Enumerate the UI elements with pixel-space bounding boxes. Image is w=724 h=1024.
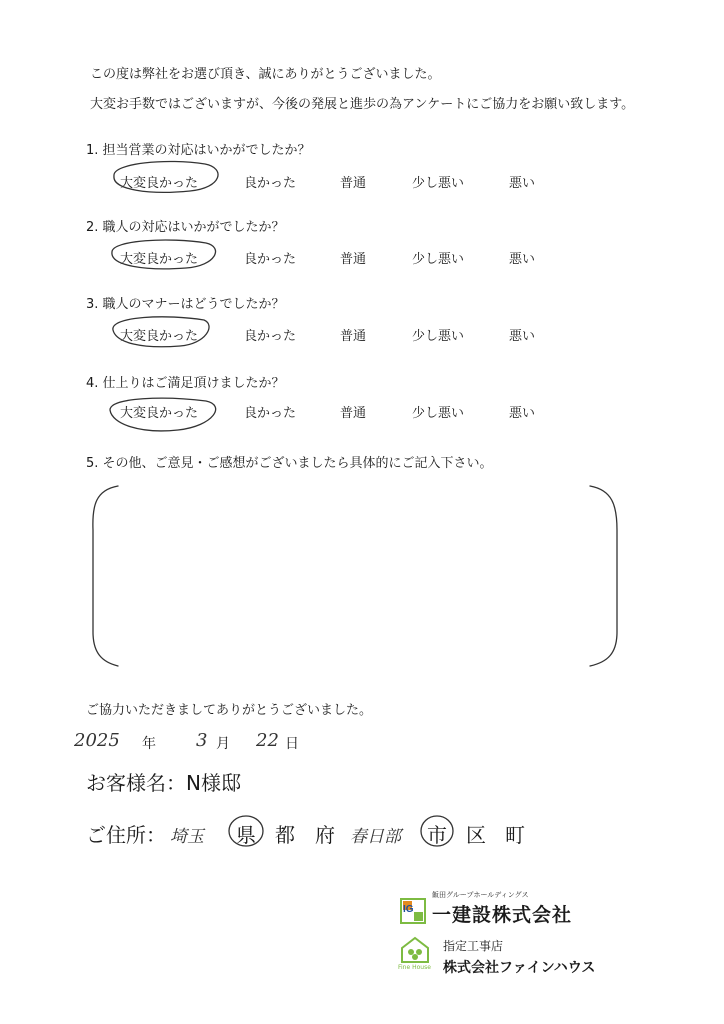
thanks-text: ご協力いただきましてありがとうございました。 xyxy=(86,703,373,718)
option-good[interactable]: 良かった xyxy=(244,329,297,344)
selection-circle-q4 xyxy=(110,398,216,431)
intro-line-1: この度は弊社をお選び頂き、誠にありがとうございました。 xyxy=(90,67,441,82)
option-good[interactable]: 良かった xyxy=(244,406,297,421)
address-ku: 区 xyxy=(466,823,486,847)
option-slightly-bad[interactable]: 少し悪い xyxy=(412,252,465,267)
selection-circle-q3 xyxy=(113,317,209,347)
intro-line-2: 大変お手数ではございますが、今後の発展と進歩の為アンケートにご協力をお願い致します。 xyxy=(90,97,635,112)
option-bad[interactable]: 悪い xyxy=(509,176,536,191)
comment-bracket-left xyxy=(93,486,118,666)
address-city: 春日部 xyxy=(350,827,401,847)
comment-bracket-right xyxy=(590,486,617,666)
group-name: 飯田グループホールディングス xyxy=(432,891,529,899)
date-day-value: 22 xyxy=(256,730,279,751)
option-very-good[interactable]: 大変良かった xyxy=(120,252,199,267)
fine-house-logo-icon xyxy=(398,936,432,972)
option-normal[interactable]: 普通 xyxy=(340,252,367,267)
selection-circle-q2 xyxy=(112,240,216,269)
fine-house-logo-text: Fine House xyxy=(398,964,431,971)
question-3-label: 3. 職人のマナーはどうでしたか？ xyxy=(86,297,285,312)
address-prefecture: 埼玉 xyxy=(170,827,204,847)
option-good[interactable]: 良かった xyxy=(244,176,297,191)
option-bad[interactable]: 悪い xyxy=(509,329,536,344)
address-label: ご住所： xyxy=(86,823,166,847)
address-to: 都 xyxy=(275,823,295,847)
designated-label: 指定工事店 xyxy=(443,939,504,953)
address-shi: 市 xyxy=(427,823,447,847)
customer-label: お客様名： xyxy=(86,771,186,795)
option-normal[interactable]: 普通 xyxy=(340,176,367,191)
customer-name: N様邸 xyxy=(186,771,241,795)
date-month-unit: 月 xyxy=(216,736,230,752)
date-year-unit: 年 xyxy=(142,736,156,752)
selection-circle-q1 xyxy=(114,161,218,192)
address-ken: 県 xyxy=(236,823,256,847)
option-normal[interactable]: 普通 xyxy=(340,329,367,344)
option-slightly-bad[interactable]: 少し悪い xyxy=(412,329,465,344)
option-bad[interactable]: 悪い xyxy=(509,406,536,421)
customer-row xyxy=(86,767,241,796)
address-fu: 府 xyxy=(315,823,335,847)
date-day-unit: 日 xyxy=(285,736,299,752)
option-slightly-bad[interactable]: 少し悪い xyxy=(412,176,465,191)
ig-logo-icon xyxy=(400,898,426,924)
option-very-good[interactable]: 大変良かった xyxy=(120,406,199,421)
question-1-label: 1. 担当営業の対応はいかがでしたか？ xyxy=(86,143,311,158)
question-2-label: 2. 職人の対応はいかがでしたか？ xyxy=(86,220,285,235)
option-good[interactable]: 良かった xyxy=(244,252,297,267)
date-month-value: 3 xyxy=(196,730,208,751)
company-name: 一建設株式会社 xyxy=(432,904,573,926)
option-very-good[interactable]: 大変良かった xyxy=(120,329,199,344)
option-slightly-bad[interactable]: 少し悪い xyxy=(412,406,465,421)
address-machi: 町 xyxy=(505,823,525,847)
ig-logo-text: IG xyxy=(403,904,414,915)
question-4-label: 4. 仕上りはご満足頂けましたか？ xyxy=(86,376,285,391)
contractor-name: 株式会社ファインハウス xyxy=(443,960,596,976)
date-year-value: 2025 xyxy=(74,730,120,751)
option-normal[interactable]: 普通 xyxy=(340,406,367,421)
question-5-label: 5. その他、ご意見・ご感想がございましたら具体的にご記入下さい。 xyxy=(86,456,493,471)
option-very-good[interactable]: 大変良かった xyxy=(120,176,199,191)
option-bad[interactable]: 悪い xyxy=(509,252,536,267)
